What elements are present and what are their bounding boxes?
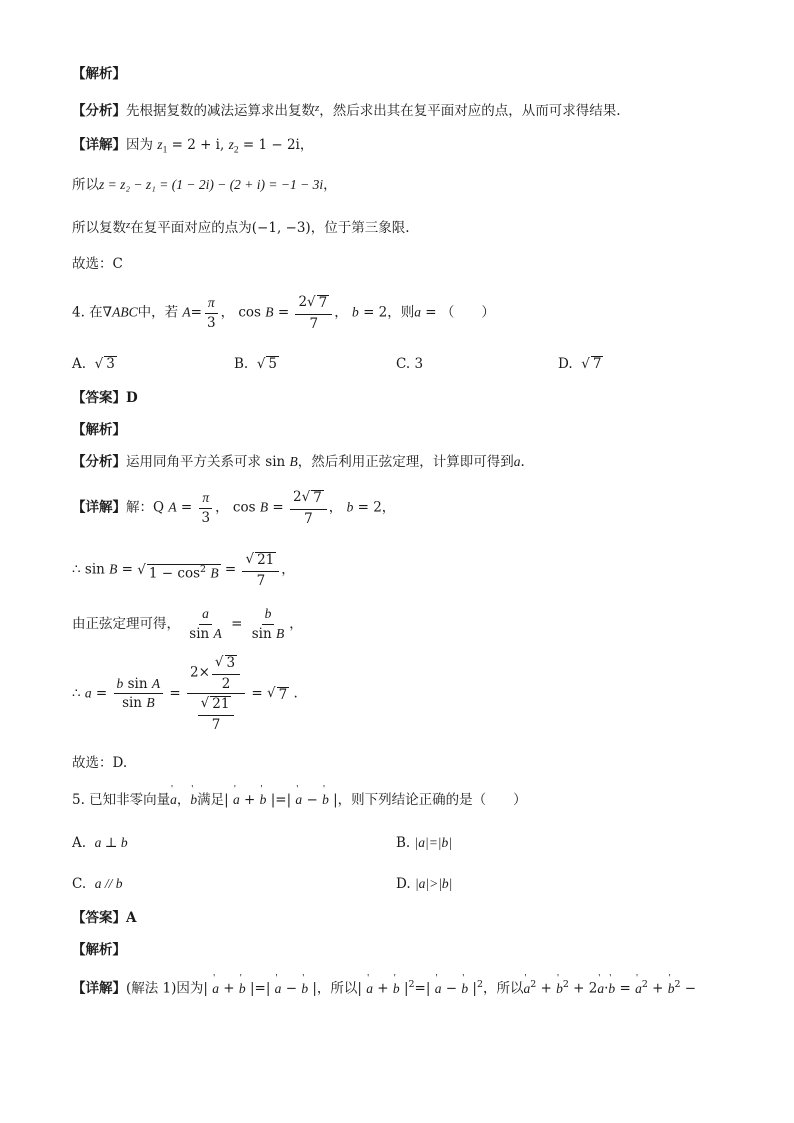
q4-choice: 故选：D. [72,755,128,771]
q4-answer: 【答案】D [72,390,138,406]
q5-option-d[interactable]: D. |a|>|b| [396,876,453,892]
q3-calc: 所以z = z₂ − z₁ = (1 − 2i) − (2 + i) = −1 − 3i， [72,177,337,193]
q4-option-a[interactable]: A. √ 3 [72,356,115,372]
q4-option-d[interactable]: D. √ 7 [558,356,602,372]
q4-solve-a: ∴ a = $\frac{\text{b sin A}}{\text{sin B}}$ = 2× √ 3 2 √ 21 7 = √ 7 . [72,654,298,733]
q5-option-b[interactable]: B. |a|=|b| [396,835,452,851]
q4-option-b[interactable]: B. √ 5 [234,356,278,372]
q4-jiexi-tag: 【解析】 [72,422,126,438]
q4-detail: 【详解】解：Q A = $\frac{\pi}{3}$ ， cos B = 2 √ 7 7 ， b = 2， [72,489,396,527]
q5-detail: 【详解】(解法 1)因为| ' a + ' b |=| ' a − ' b |，所以| ' a + ' b $|^2=|$ ' a − ' b $|^2$，所以' $a^2$ + ' $b^2 + 2'$ a·' b = ' $a^2$ + ' $b^2$ − [72,980,696,996]
q5-jiexi-tag: 【解析】 [72,942,126,958]
q3-jiexi-tag: 【解析】 [72,66,126,82]
q4-sine-rule: 由正弦定理可得， $\frac{a}{\text{sin A}}$ = $\frac{b}{\text{sin B}}$ ， [72,606,303,642]
q5-answer: 【答案】A [72,910,137,926]
q5-stem: 5. 已知非零向量' a，' b满足| ' a + ' b |=| ' a − ' b |，则下列结论正确的是（ ） [72,793,527,808]
q5-option-a[interactable]: A. a ⊥ b [72,835,128,851]
q3-analysis: 【分析】先根据复数的减法运算求出复数$^z$，然后求出其在复平面对应的点，从而可求得结果. [72,102,621,119]
q4-analysis: 【分析】运用同角平方关系可求 sin B，然后利用正弦定理，计算即可得到a. [72,454,525,470]
q3-choice: 故选：C [72,256,123,272]
q4-sin-b: ∴ sin B = √ $1 - \cos^2 B$ = √ 21 7 ， [72,551,295,589]
q3-detail: 【详解】因为 $z_1 = 2 + i$, $z_2 = 1 - 2i$， [72,137,314,156]
q4-option-c[interactable]: C. 3 [396,356,424,372]
q4-stem: 4. 在∇ABC中，若 A= $\frac{\pi}{3}$ ， cos B = 2 √ 7 7 ， b = 2，则a = （ ） [72,294,495,332]
q3-point: 所以复数$^z$在复平面对应的点为(−1, −3)，位于第三象限. [72,219,410,236]
q5-option-c[interactable]: C. a // b [72,876,123,892]
